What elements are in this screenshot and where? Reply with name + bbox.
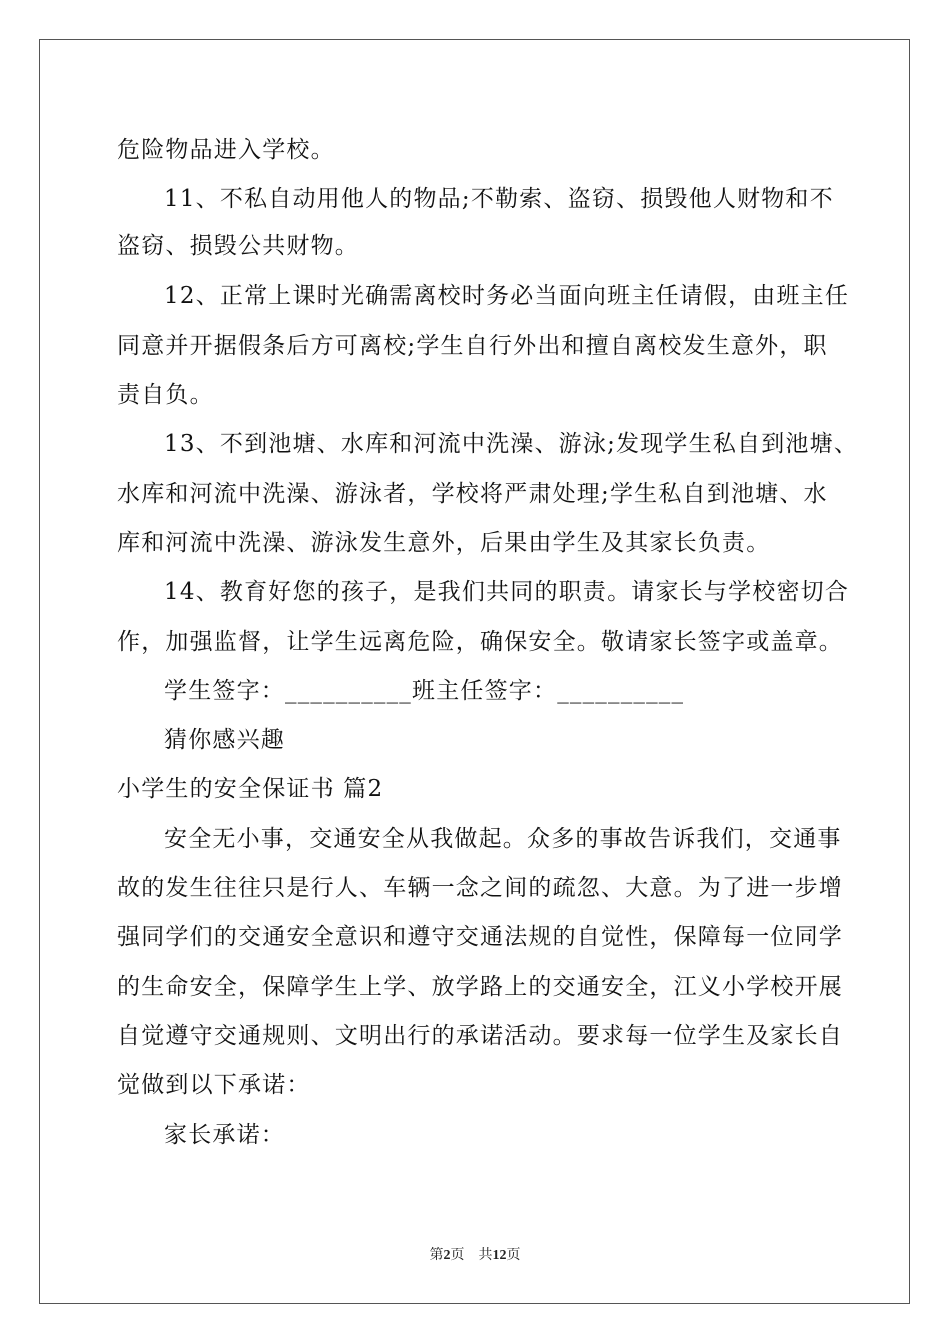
page-unit: 页	[450, 1248, 465, 1263]
text-line: 12、正常上课时光确需离校时务必当面向班主任请假，由班主任	[164, 283, 850, 309]
text-line: 13、不到池塘、水库和河流中洗澡、游泳;发现学生私自到池塘、	[164, 431, 859, 457]
text-line: 作，加强监督，让学生远离危险，确保安全。敬请家长签字或盖章。	[117, 629, 843, 655]
signature-line: 学生签字：__________班主任签字：__________	[164, 678, 685, 704]
text-line: 危险物品进入学校。	[117, 137, 335, 163]
text-line: 觉做到以下承诺：	[117, 1072, 311, 1098]
text-line: 故的发生往往只是行人、车辆一念之间的疏忽、大意。为了进一步增	[117, 875, 843, 901]
text-line: 家长承诺：	[164, 1122, 285, 1148]
page-border	[39, 39, 910, 1304]
current-page-number: 2	[443, 1248, 451, 1263]
text-line: 安全无小事，交通安全从我做起。众多的事故告诉我们，交通事	[164, 826, 842, 852]
total-unit: 页	[506, 1248, 521, 1263]
total-prefix: 共	[478, 1248, 493, 1263]
related-heading: 猜你感兴趣	[164, 727, 285, 753]
text-line: 水库和河流中洗澡、游泳者，学校将严肃处理;学生私自到池塘、水	[117, 481, 828, 507]
page-prefix: 第	[429, 1248, 444, 1263]
section-title: 小学生的安全保证书 篇2	[117, 776, 384, 802]
text-line: 盗窃、损毁公共财物。	[117, 233, 359, 259]
text-line: 11、不私自动用他人的物品;不勒索、盗窃、损毁他人财物和不	[164, 186, 834, 212]
text-line: 同意并开据假条后方可离校;学生自行外出和擅自离校发生意外，职	[117, 333, 828, 359]
text-line: 责自负。	[117, 382, 214, 408]
text-line: 14、教育好您的孩子，是我们共同的职责。请家长与学校密切合	[164, 579, 850, 605]
text-line: 强同学们的交通安全意识和遵守交通法规的自觉性，保障每一位同学	[117, 924, 843, 950]
text-line: 库和河流中洗澡、游泳发生意外，后果由学生及其家长负责。	[117, 530, 771, 556]
total-page-number: 12	[492, 1248, 507, 1263]
page-footer	[0, 1247, 950, 1265]
text-line: 的生命安全，保障学生上学、放学路上的交通安全，江义小学校开展	[117, 974, 843, 1000]
text-line: 自觉遵守交通规则、文明出行的承诺活动。要求每一位学生及家长自	[117, 1023, 843, 1049]
